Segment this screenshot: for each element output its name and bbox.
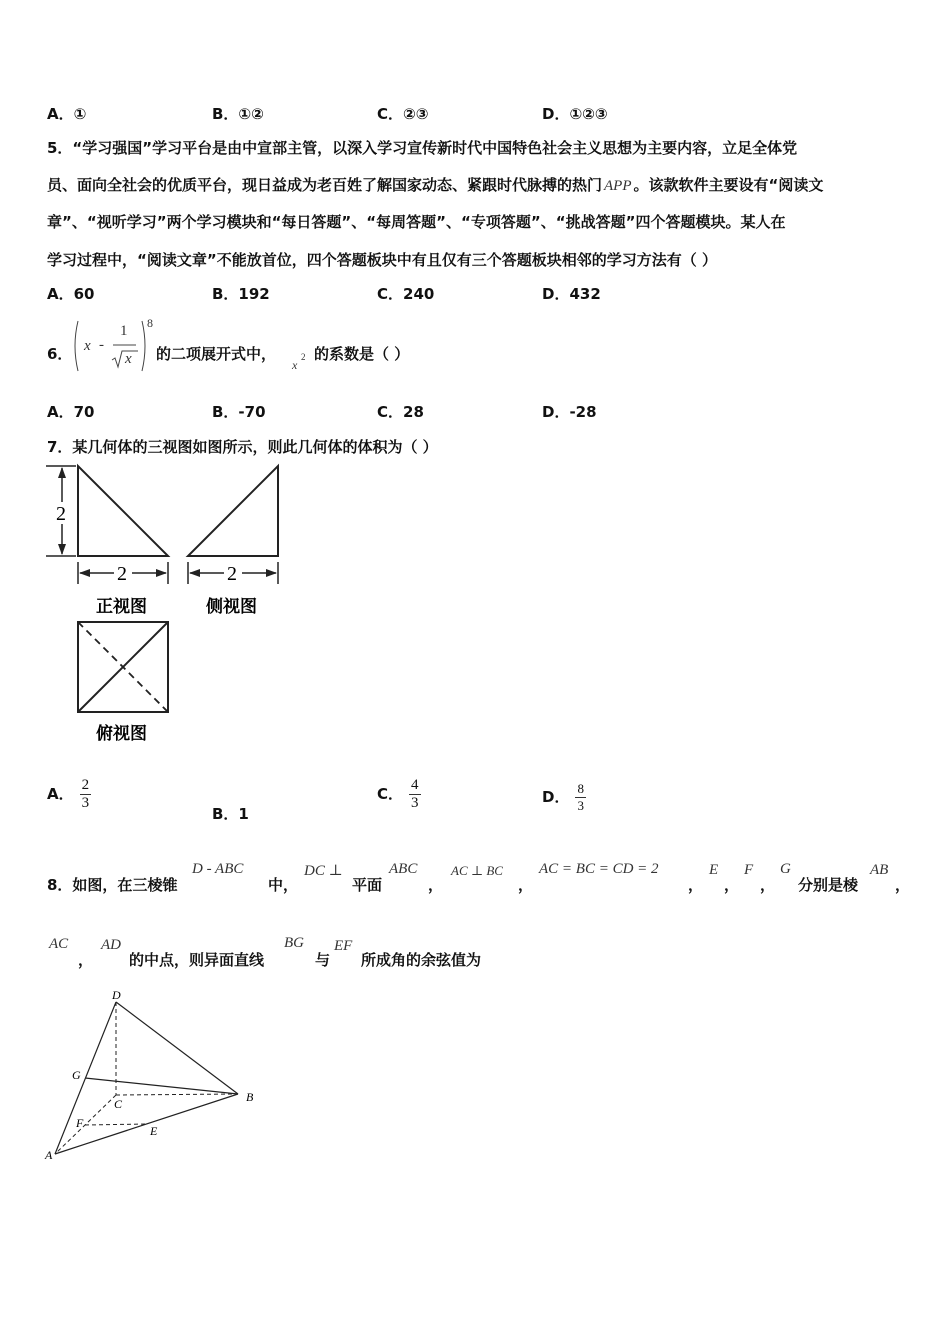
- q7-option-a-frac: [80, 777, 92, 812]
- q8-math-ad: AD: [101, 937, 121, 953]
- q5-option-b: B．192: [212, 285, 270, 303]
- q6-sqrt-x: x: [125, 351, 132, 367]
- q8-mid-text: 分别是棱: [798, 876, 859, 894]
- q8-math-d-abc: D - ABC: [192, 861, 244, 877]
- q5-line-2: [47, 174, 823, 195]
- q6-x: x: [84, 338, 91, 354]
- height-dim-arrow-up: [58, 467, 66, 478]
- q6-x-squared: [292, 348, 314, 376]
- q7-option-c-frac: [409, 777, 421, 812]
- q6-option-d: D．-28: [542, 403, 597, 421]
- q4-option-d: D．①②③: [542, 105, 608, 123]
- q6-left-paren: [75, 321, 78, 371]
- q5-option-a: A．60: [47, 285, 95, 303]
- q8-tetrahedron-figure: [40, 985, 270, 1170]
- segment-GB: [85, 1078, 238, 1094]
- q6-option-a: A．70: [47, 403, 95, 421]
- q8-math-ac-perp-bc: AC ⊥ BC: [451, 863, 503, 878]
- q8-comma-2: ，: [518, 876, 534, 894]
- q8-math-lengths: AC = BC = CD = 2: [539, 861, 659, 877]
- q7-option-a: [47, 777, 91, 812]
- q8-comma-1: ，: [428, 876, 444, 894]
- front-width-arrow-right: [156, 569, 167, 577]
- q8-plane: 平面: [352, 876, 383, 894]
- q8-comma-4: ，: [724, 876, 740, 894]
- q6-minus: -: [99, 337, 104, 353]
- q6-binomial: [72, 318, 157, 374]
- q8-comma-5: ，: [760, 876, 776, 894]
- q6-text-2: 的系数是（ ）: [314, 345, 410, 363]
- q6-option-b: B．-70: [212, 403, 266, 421]
- q7-option-d-frac: [575, 781, 586, 814]
- q6-text-1: 的二项展开式中，: [156, 345, 277, 363]
- q8-comma-7: ，: [78, 951, 94, 969]
- height-dim-label: 2: [56, 503, 66, 525]
- q8-prefix: 8．如图，在三棱锥: [47, 876, 178, 894]
- top-view-label: 俯视图: [96, 724, 147, 744]
- q8-math-e: E: [709, 862, 719, 878]
- q7-a-num: 2: [81, 777, 90, 793]
- q8-math-dc-perp: DC ⊥: [304, 863, 343, 879]
- label-D: D: [112, 988, 121, 1002]
- q7-option-a-label: A．: [47, 785, 74, 803]
- q8-math-bg: BG: [284, 935, 304, 951]
- label-C: C: [114, 1097, 123, 1111]
- q8-text-3: 所成角的余弦值为: [361, 951, 482, 969]
- q7-d-den: 3: [577, 798, 584, 813]
- side-view-triangle: [188, 466, 278, 556]
- q8-zhong: 中，: [268, 876, 299, 894]
- q7-c-den: 3: [411, 795, 419, 811]
- q7-three-view-figure: [40, 462, 300, 752]
- q8-math-g: G: [780, 861, 791, 877]
- label-B: B: [246, 1090, 254, 1104]
- q6-power: 8: [147, 316, 153, 330]
- front-width-label: 2: [117, 563, 127, 585]
- q7-option-c: [377, 777, 421, 812]
- q6-one: 1: [120, 323, 128, 339]
- q5-line-2a: 员、面向全社会的优质平台，现日益成为老百姓了解国家动态、紧跟时代脉搏的热门: [47, 176, 603, 194]
- q7-c-num: 4: [411, 777, 419, 793]
- label-F: F: [76, 1116, 84, 1130]
- q7-d-num: 8: [577, 781, 584, 796]
- q5-app: APP: [604, 178, 632, 194]
- q8-yu: 与: [315, 951, 331, 969]
- q7-a-den: 3: [81, 795, 90, 811]
- q7-option-d: [542, 781, 586, 814]
- label-A: A: [45, 1148, 53, 1162]
- front-view-triangle: [78, 466, 168, 556]
- side-width-label: 2: [227, 563, 237, 585]
- q6-var: x: [292, 358, 298, 372]
- q7-option-b: B．1: [212, 805, 249, 823]
- q7-stem: 7．某几何体的三视图如图所示，则此几何体的体积为（ ）: [47, 438, 438, 456]
- q6-number: 6．: [47, 345, 73, 363]
- edge-CB: [116, 1094, 238, 1095]
- label-E: E: [150, 1124, 158, 1138]
- q8-math-ab: AB: [870, 862, 889, 878]
- segment-FE: [85, 1124, 147, 1125]
- q8-math-ac: AC: [49, 936, 69, 952]
- q8-text-2: 的中点，则异面直线: [129, 951, 265, 969]
- q6-right-paren: [142, 321, 145, 371]
- front-view-label: 正视图: [96, 597, 147, 617]
- side-width-arrow-left: [189, 569, 200, 577]
- q8-comma-3: ，: [688, 876, 704, 894]
- q8-math-abc: ABC: [389, 861, 418, 877]
- q5-line-3: 章”、“视听学习”两个学习模块和“每日答题”、“每周答题”、“专项答题”、“挑战答题”四个答题模块。某人在: [47, 213, 786, 231]
- q8-math-f: F: [744, 862, 754, 878]
- q8-comma-6: ，: [895, 876, 911, 894]
- q8-math-ef: EF: [334, 938, 353, 954]
- label-G: G: [72, 1068, 81, 1082]
- q4-option-a: A．①: [47, 105, 87, 123]
- q6-option-c: C．28: [377, 403, 424, 421]
- q5-option-d: D．432: [542, 285, 601, 303]
- edge-DB: [116, 1002, 238, 1094]
- q4-option-c: C．②③: [377, 105, 429, 123]
- q4-option-b: B．①②: [212, 105, 264, 123]
- q5-line-2b: 。该款软件主要设有“阅读文: [633, 176, 824, 194]
- side-width-arrow-right: [266, 569, 277, 577]
- q7-option-c-label: C．: [377, 785, 404, 803]
- q5-option-c: C．240: [377, 285, 435, 303]
- q5-line-1: 5．“学习强国”学习平台是由中宣部主管，以深入学习宣传新时代中国特色社会主义思想为主要内容，立足全体党: [47, 139, 798, 157]
- side-view-label: 侧视图: [206, 597, 257, 617]
- height-dim-arrow-down: [58, 544, 66, 555]
- q7-option-d-label: D．: [542, 788, 570, 806]
- front-width-arrow-left: [79, 569, 90, 577]
- q6-sup: 2: [301, 352, 306, 362]
- q5-line-4: 学习过程中，“阅读文章”不能放首位，四个答题板块中有且仅有三个答题板块相邻的学习方法有（ ）: [47, 251, 717, 269]
